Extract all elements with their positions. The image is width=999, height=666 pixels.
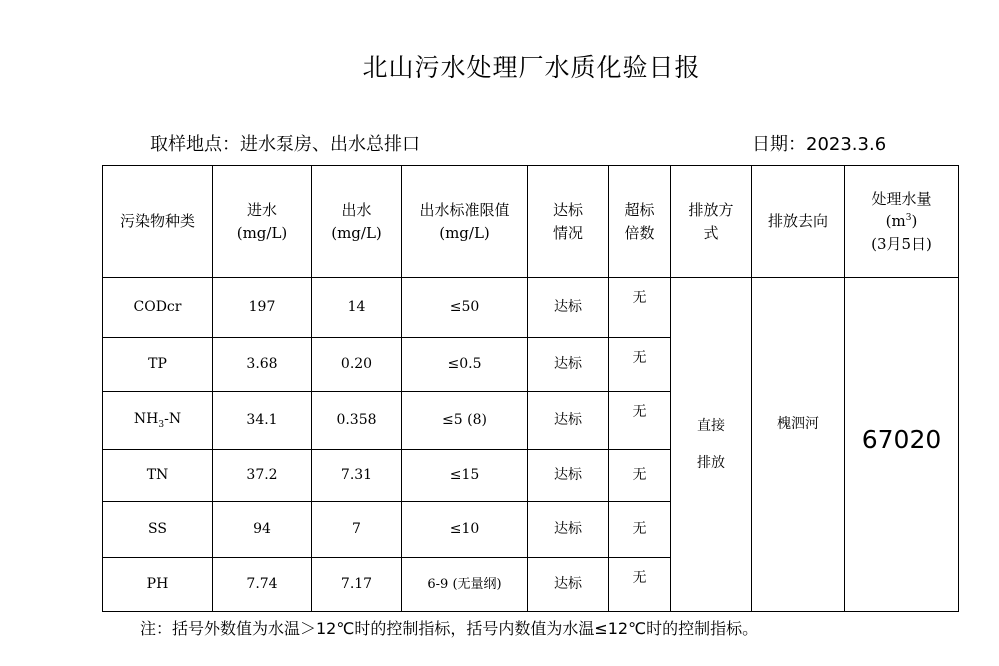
footnote: 注：括号外数值为水温＞12℃时的控制指标，括号内数值为水温≤12℃时的控制指标。	[140, 619, 759, 638]
pollutant-cell: PH	[103, 558, 213, 612]
treated-volume-cell: 67020	[845, 278, 959, 612]
exceed-cell: 无	[609, 392, 671, 450]
limit-cell: ≤50	[402, 278, 528, 338]
header-discharge-method: 排放方 式	[671, 166, 752, 278]
header-outflow: 出水 (mg/L)	[312, 166, 402, 278]
exceed-cell: 无	[609, 338, 671, 392]
outflow-cell: 0.358	[312, 392, 402, 450]
inflow-cell: 94	[213, 502, 312, 558]
exceed-cell: 无	[609, 558, 671, 612]
status-cell: 达标	[528, 558, 609, 612]
discharge-destination-cell: 槐泗河	[752, 278, 845, 612]
exceed-cell: 无	[609, 278, 671, 338]
outflow-cell: 7.31	[312, 450, 402, 502]
water-quality-table	[102, 165, 959, 612]
status-cell: 达标	[528, 450, 609, 502]
limit-cell: ≤0.5	[402, 338, 528, 392]
sampling-location: 取样地点：进水泵房、出水总排口	[150, 134, 420, 155]
inflow-cell: 197	[213, 278, 312, 338]
pollutant-cell: CODcr	[103, 278, 213, 338]
limit-cell: 6-9 (无量纲)	[402, 558, 528, 612]
exceed-cell: 无	[609, 450, 671, 502]
report-date: 日期：2023.3.6	[752, 134, 887, 155]
outflow-cell: 7	[312, 502, 402, 558]
status-cell: 达标	[528, 278, 609, 338]
inflow-cell: 3.68	[213, 338, 312, 392]
limit-cell: ≤5 (8)	[402, 392, 528, 450]
header-inflow: 进水 (mg/L)	[213, 166, 312, 278]
limit-cell: ≤10	[402, 502, 528, 558]
header-discharge-destination: 排放去向	[752, 166, 845, 278]
header-treated-volume: 处理水量 $(m^3)$ (3月5日)	[845, 166, 959, 278]
header-limit: 出水标准限值 (mg/L)	[402, 166, 528, 278]
outflow-cell: 14	[312, 278, 402, 338]
report-title: 北山污水处理厂水质化验日报	[362, 53, 701, 82]
limit-cell: ≤15	[402, 450, 528, 502]
pollutant-cell: SS	[103, 502, 213, 558]
header-pollutant: 污染物种类	[103, 166, 213, 278]
header-row	[103, 166, 959, 278]
status-cell: 达标	[528, 502, 609, 558]
discharge-method-cell: 直接 排放	[671, 278, 752, 612]
inflow-cell: 34.1	[213, 392, 312, 450]
inflow-cell: 37.2	[213, 450, 312, 502]
table-row	[103, 278, 959, 338]
header-exceed: 超标 倍数	[609, 166, 671, 278]
pollutant-cell: $NH_3-N$	[103, 392, 213, 450]
exceed-cell: 无	[609, 502, 671, 558]
outflow-cell: 7.17	[312, 558, 402, 612]
status-cell: 达标	[528, 392, 609, 450]
pollutant-cell: TN	[103, 450, 213, 502]
pollutant-cell: TP	[103, 338, 213, 392]
inflow-cell: 7.74	[213, 558, 312, 612]
header-compliance: 达标 情况	[528, 166, 609, 278]
status-cell: 达标	[528, 338, 609, 392]
outflow-cell: 0.20	[312, 338, 402, 392]
